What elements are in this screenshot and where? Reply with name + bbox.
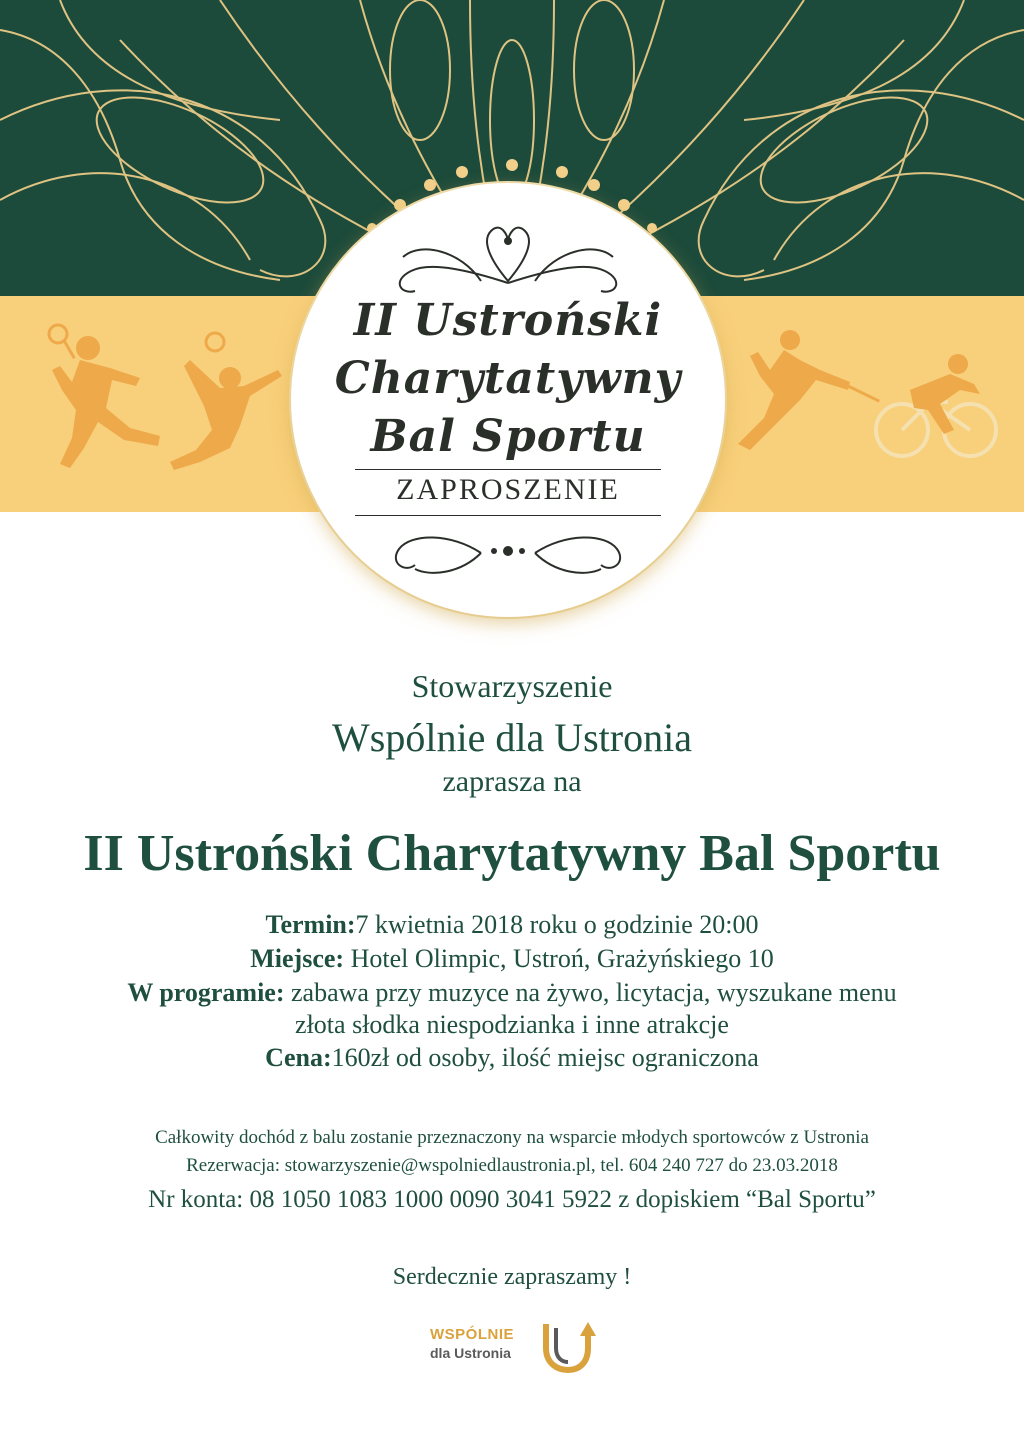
top-flourish-icon	[291, 221, 725, 301]
detail-termin	[0, 910, 1024, 940]
logo-line1: WSPÓLNIE	[430, 1326, 515, 1343]
medallion-subtitle: ZAPROSZENIE	[396, 473, 620, 506]
miejsce-value: Hotel Olimpic, Ustroń, Grażyńskiego 10	[344, 944, 774, 973]
event-title: II Ustroński Charytatywny Bal Sportu	[83, 825, 941, 882]
organization-logo	[430, 1318, 610, 1374]
logo-line2: dla Ustronia	[430, 1345, 511, 1361]
intro-line-2: Wspólnie dla Ustronia	[332, 715, 692, 760]
detail-miejsce	[0, 944, 1024, 974]
logo-u-arrow-icon	[540, 1318, 600, 1374]
detail-program	[0, 978, 1024, 1008]
program-value: zabawa przy muzyce na żywo, licytacja, wyszukane menu	[291, 978, 897, 1007]
termin-value: 7 kwietnia 2018 roku o godzinie 20:00	[355, 910, 759, 939]
proceeds-note: Całkowity dochód z balu zostanie przeznaczony na wsparcie młodych sportowców z Ustronia	[155, 1127, 869, 1148]
detail-cena	[0, 1043, 1024, 1073]
reservation-info: Rezerwacja: stowarzyszenie@wspolniedlaustronia.pl, tel. 604 240 727 do 23.03.2018	[186, 1155, 838, 1176]
bottom-flourish-icon	[291, 523, 725, 583]
badminton-player-icon	[40, 318, 180, 488]
medallion-rule-bottom	[355, 515, 661, 516]
cena-label: Cena:	[265, 1043, 332, 1072]
javelin-thrower-icon	[730, 320, 890, 460]
medallion-title-line3: Bal Sportu	[370, 411, 646, 462]
cena-value: 160zł od osoby, ilość miejsc ograniczona	[331, 1043, 759, 1072]
miejsce-label: Miejsce:	[250, 944, 345, 973]
closing-invitation: Serdecznie zapraszamy !	[392, 1264, 632, 1290]
medallion-title-line2: Charytatywny	[334, 353, 682, 404]
bank-account: Nr konta: 08 1050 1083 1000 0090 3041 5922 z dopiskiem “Bal Sportu”	[148, 1186, 876, 1213]
title-medallion	[291, 183, 725, 617]
intro-line-1: Stowarzyszenie	[411, 668, 613, 704]
detail-program-continued: złota słodka niespodzianka i inne atrakcje	[295, 1010, 729, 1039]
program-label: W programie:	[127, 978, 285, 1007]
medallion-title-line1: II Ustroński	[353, 295, 663, 346]
volleyball-player-icon	[160, 330, 290, 480]
intro-line-3: zaprasza na	[442, 765, 582, 798]
termin-label: Termin:	[265, 910, 356, 939]
medallion-rule-top	[355, 469, 661, 470]
cyclist-icon	[870, 350, 1000, 462]
